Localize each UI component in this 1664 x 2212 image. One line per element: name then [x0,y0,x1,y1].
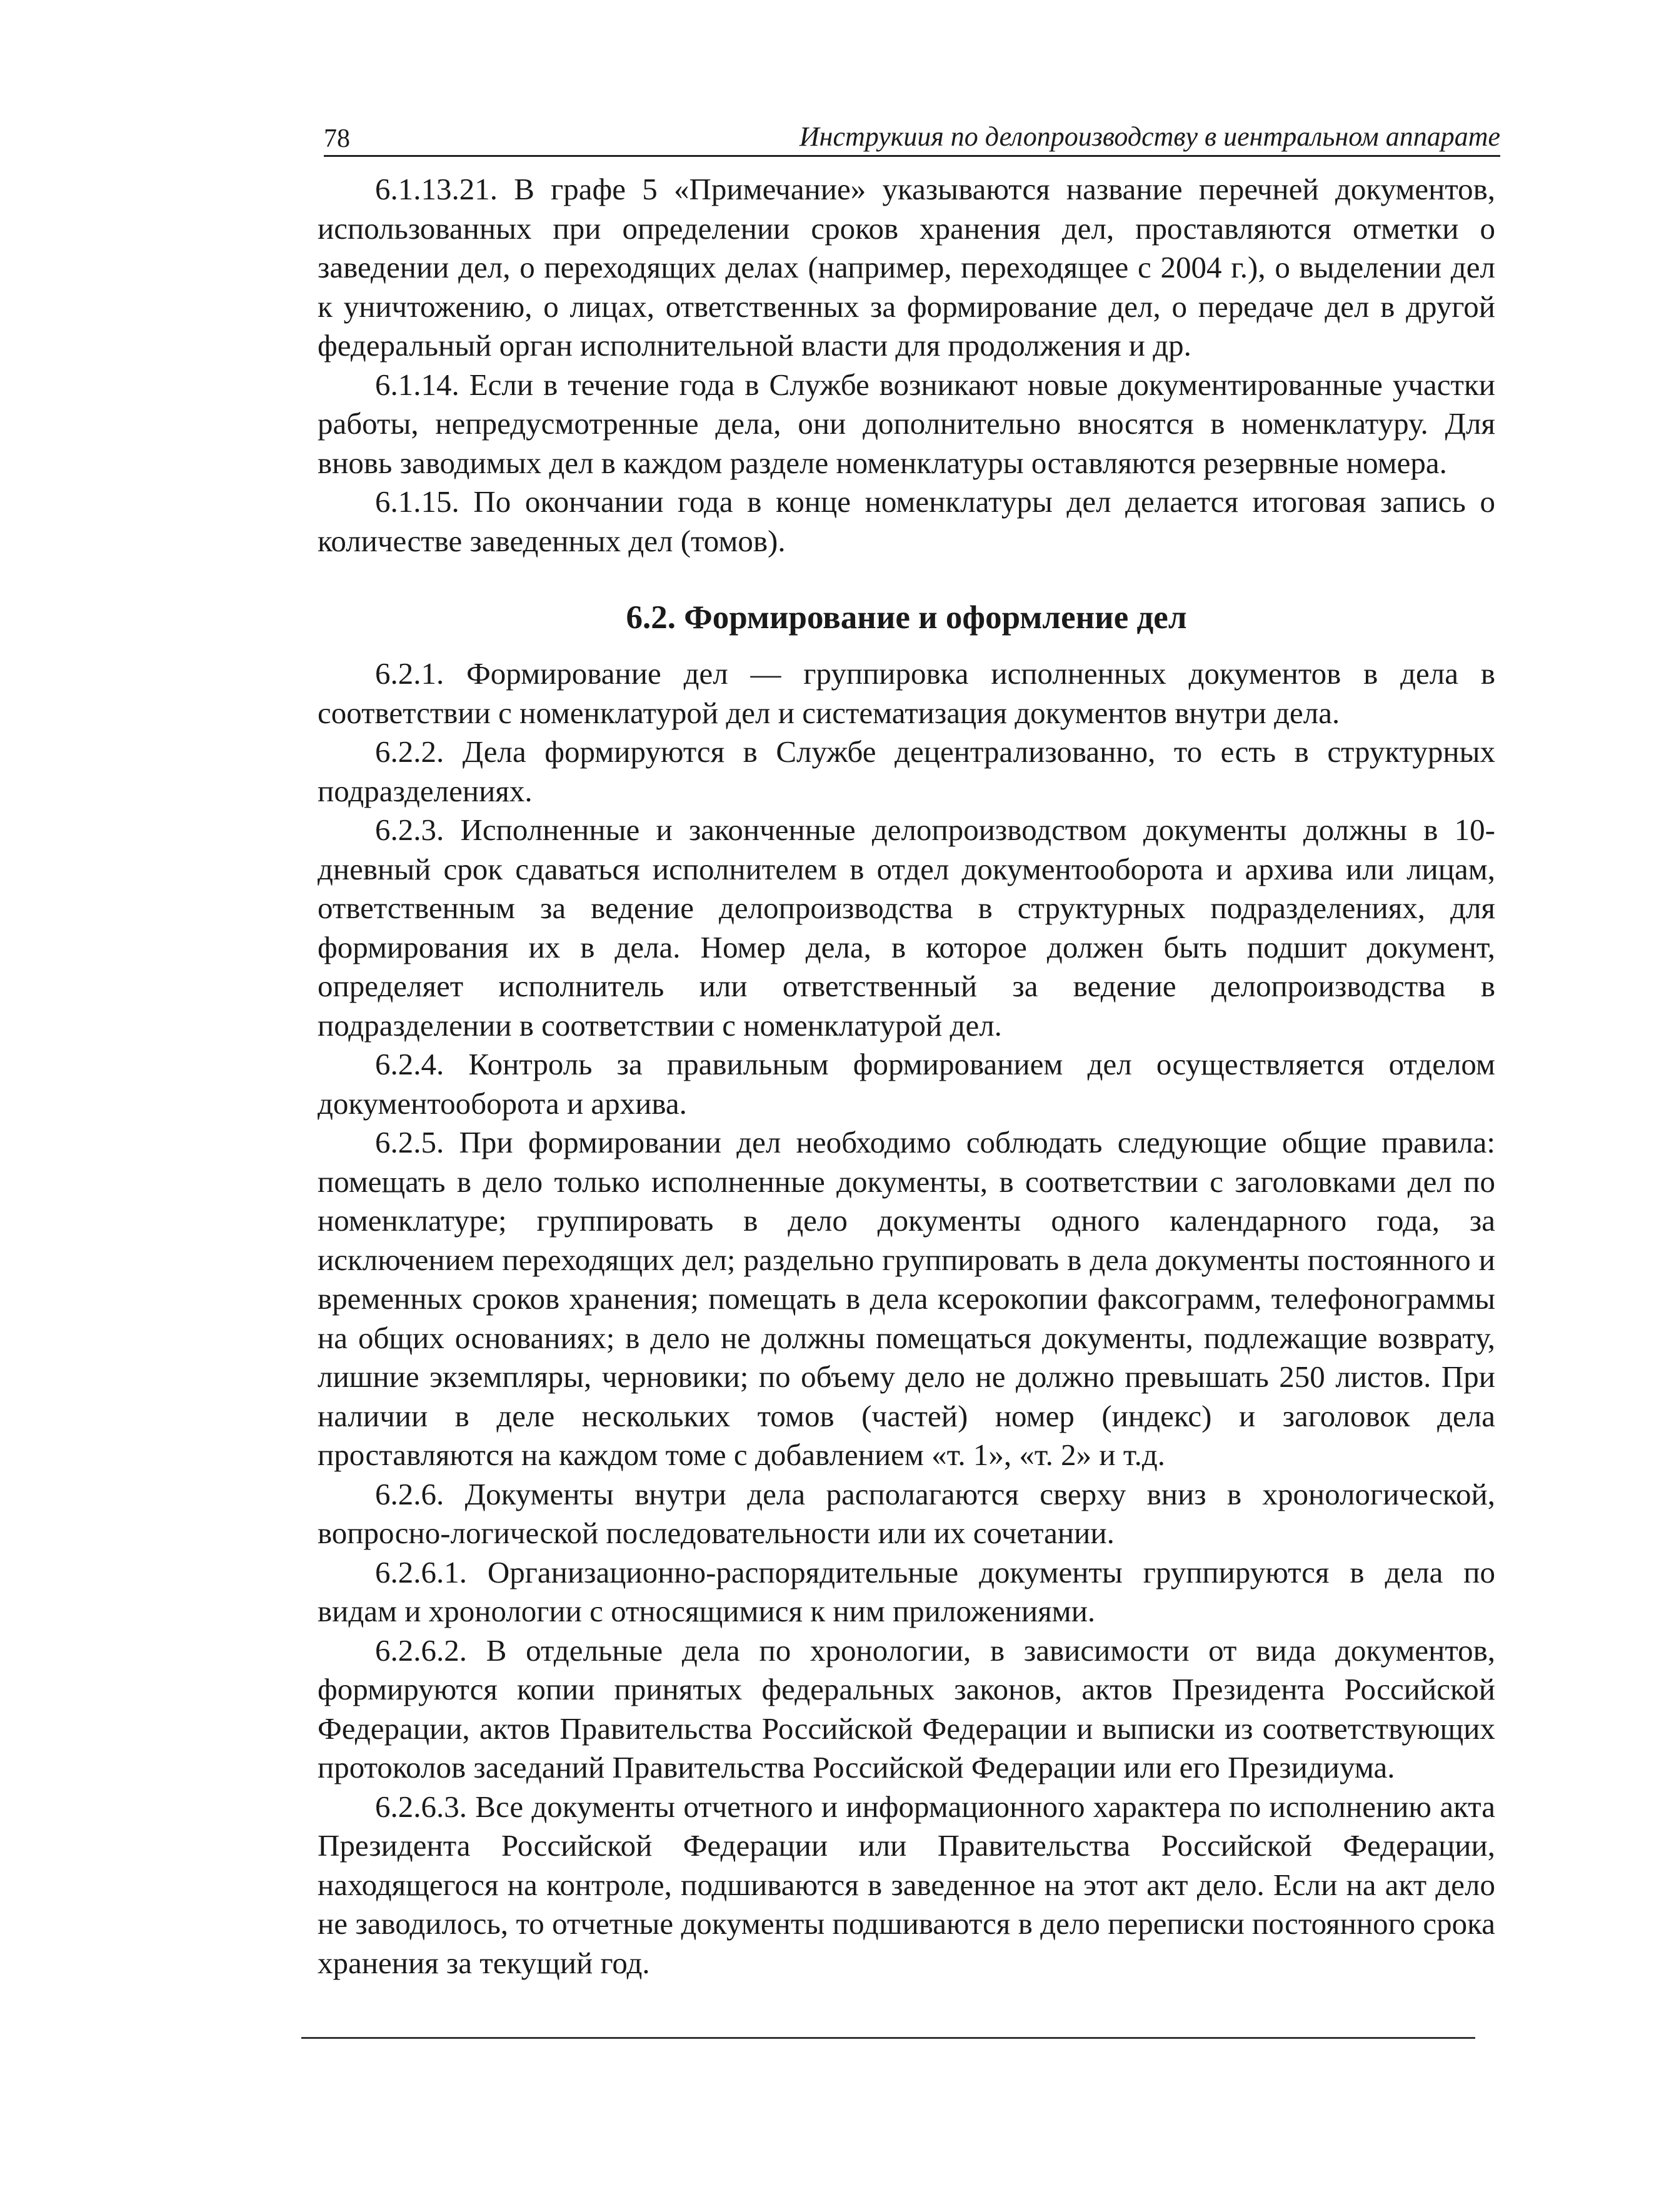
paragraph-6-1-13-21: 6.1.13.21. В графе 5 «Примечание» указываются название перечней документов, использованных при определении сроков хранения дел, проставляются отметки о заведении дел, о переходящих делах (например, переходящее с 2004 г.), о выделении дел к уничтожению, о лицах, ответственных за формирование дел, о передаче дел в другой федеральный орган исполнительной власти для продолжения и др. [318,172,1495,363]
bottom-divider [301,2037,1475,2039]
paragraph-6-2-6: 6.2.6. Документы внутри дела располагаются сверху вниз в хронологической, вопросно-логической последовательности или их сочетании. [318,1476,1495,1550]
paragraph-6-2-1: 6.2.1. Формирование дел — группировка исполненных документов в дела в соответствии с номенклатурой дел и систематизация документов внутри дела. [318,656,1495,730]
paragraph-6-2-6-1: 6.2.6.1. Организационно-распорядительные документы группируются в дела по видам и хронологии с относящимися к ним приложениями. [318,1554,1495,1628]
paragraph-6-2-5: 6.2.5. При формировании дел необходимо соблюдать следующие общие правила: помещать в дело только исполненные документы, в соответствии с заголовками дел по номенклатуре; группировать в дело документы одного календарного года, за исключением переходящих дел; раздельно группировать в дела документы постоянного и временных сроков хранения; помещать в дела ксерокопии факсограмм, телефонограммы на общих основаниях; в дело не должны помещаться документы, подлежащие возврату, лишние экземпляры, черновики; по объему дело не должно превышать 250 листов. При наличии в деле нескольких томов (частей) номер (индекс) и заголовок дела проставляются на каждом томе с добавлением «т. 1», «т. 2» и т.д. [318,1125,1495,1472]
paragraph-6-2-6-3: 6.2.6.3. Все документы отчетного и информационного характера по исполнению акта Президента Российской Федерации или Правительства Российской Федерации, находящегося на контроле, подшиваются в заведенное на этот акт дело. Если на акт дело не заводилось, то отчетные документы подшиваются в дело переписки постоянного срока хранения за текущий год. [318,1789,1495,1980]
paragraph-6-2-2: 6.2.2. Дела формируются в Службе децентрализованно, то есть в структурных подразделениях. [318,734,1495,808]
body-text [318,170,1495,1983]
running-title: Инструкиия по делопроизводству в иентральном аппарате [799,121,1500,152]
section-heading: 6.2. Формирование и оформление дел [626,599,1187,636]
running-header [324,114,1500,157]
paragraph-6-2-6-2: 6.2.6.2. В отдельные дела по хронологии, в зависимости от вида документов, формируются копии принятых федеральных законов, актов Президента Российской Федерации, актов Правительства Российской Федерации и выписки из соответствующих протоколов заседаний Правительства Российской Федерации или его Президиума. [318,1633,1495,1784]
page-number: 78 [324,124,350,153]
paragraph-6-1-14: 6.1.14. Если в течение года в Службе возникают новые документированные участки работы, непредусмотренные дела, они дополнительно вносятся в номенклатуру. Для вновь заводимых дел в каждом разделе номенклатуры оставляются резервные номера. [318,367,1495,480]
paragraph-6-1-15: 6.1.15. По окончании года в конце номенклатуры дел делается итоговая запись о количестве заведенных дел (томов). [318,484,1495,558]
paragraph-6-2-3: 6.2.3. Исполненные и законченные делопроизводством документы должны в 10-дневный срок сдаваться исполнителем в отдел документооборота и архива или лицам, ответственным за ведение делопроизводства в структурных подразделениях, для формирования их в дела. Номер дела, в которое должен быть подшит документ, определяет исполнитель или ответственный за ведение делопроизводства в подразделении в соответствии с номенклатурой дел. [318,813,1495,1043]
paragraph-6-2-4: 6.2.4. Контроль за правильным формированием дел осуществляется отделом документооборота и архива. [318,1047,1495,1121]
